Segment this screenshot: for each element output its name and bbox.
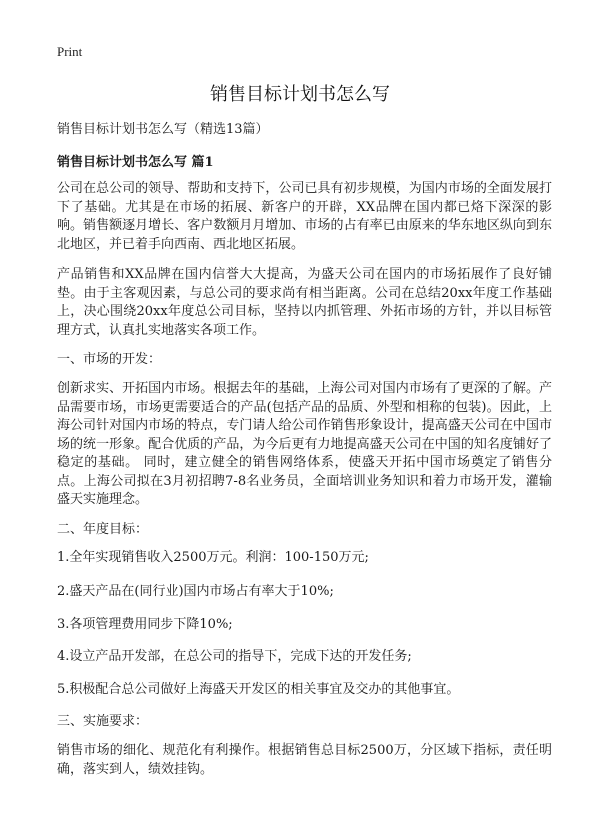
market-heading: 一、市场的开发：	[57, 352, 162, 367]
goal-heading: 二、年度目标：	[57, 522, 149, 537]
document-subtitle: 销售目标计划书怎么写（精选13篇）	[57, 122, 269, 137]
goal-item: 1.全年实现销售收入2500万元。利润：100-150万元;	[57, 550, 369, 565]
goal-item: 3.各项管理费用同步下降10%;	[57, 617, 233, 632]
page-title: 销售目标计划书怎么写	[210, 84, 390, 105]
print-link[interactable]: Print	[57, 44, 83, 59]
implementation-paragraph: 销售市场的细化、规范化有利操作。根据销售总目标2500万，分区域下指标，责任明确，落实到人，绩效挂钩。	[57, 743, 552, 777]
intro-paragraph-2: 产品销售和XX品牌在国内信誉大大提高，为盛天公司在国内的市场拓展作了良好铺垫。由于主客观因素，与总公司的要求尚有相当距离。公司在总结20xx年度工作基础上，决心围绕20xx年度总公司目标，坚持以内抓管理、外拓市场的方针，并以目标管理方式，认真扎实地落实各项工作。	[57, 267, 552, 338]
section-heading: 销售目标计划书怎么写 篇1	[57, 155, 214, 170]
goal-item: 2.盛天产品在(同行业)国内市场占有率大于10%;	[57, 584, 334, 599]
goal-item: 4.设立产品开发部，在总公司的指导下，完成下达的开发任务;	[57, 649, 412, 664]
intro-paragraph-1: 公司在总公司的领导、帮助和支持下，公司已具有初步规模，为国内市场的全面发展打下了基础。尤其是在市场的拓展、新客户的开辟，XX品牌在国内都已烙下深深的影响。销售额逐月增长、客户数额月月增加、市场的占有率已由原来的华东地区纵向到东北地区，并已着手向西南、西北地区拓展。	[57, 181, 552, 252]
market-paragraph: 创新求实、开拓国内市场。根据去年的基础，上海公司对国内市场有了更深的了解。产品需要市场，市场更需要适合的产品(包括产品的品质、外型和相称的包装)。因此，上海公司针对国内市场的特点，专门请人给公司作销售形象设计，提高盛天公司在中国市场的统一形象。配合优质的产品，为今后更有力地提高盛天公司在中国的知名度铺好了稳定的基础。 同时，建立健全的销售网络体系，使盛天开拓中国市场奠定了销售分点。上海公司拟在3月初招聘7-8名业务员，全面培训业务知识和着力市场开发，灌输盛天实施理念。	[57, 381, 552, 507]
implementation-heading: 三、实施要求：	[57, 714, 149, 729]
goal-item: 5.积极配合总公司做好上海盛天开发区的相关事宜及交办的其他事宜。	[57, 682, 460, 697]
